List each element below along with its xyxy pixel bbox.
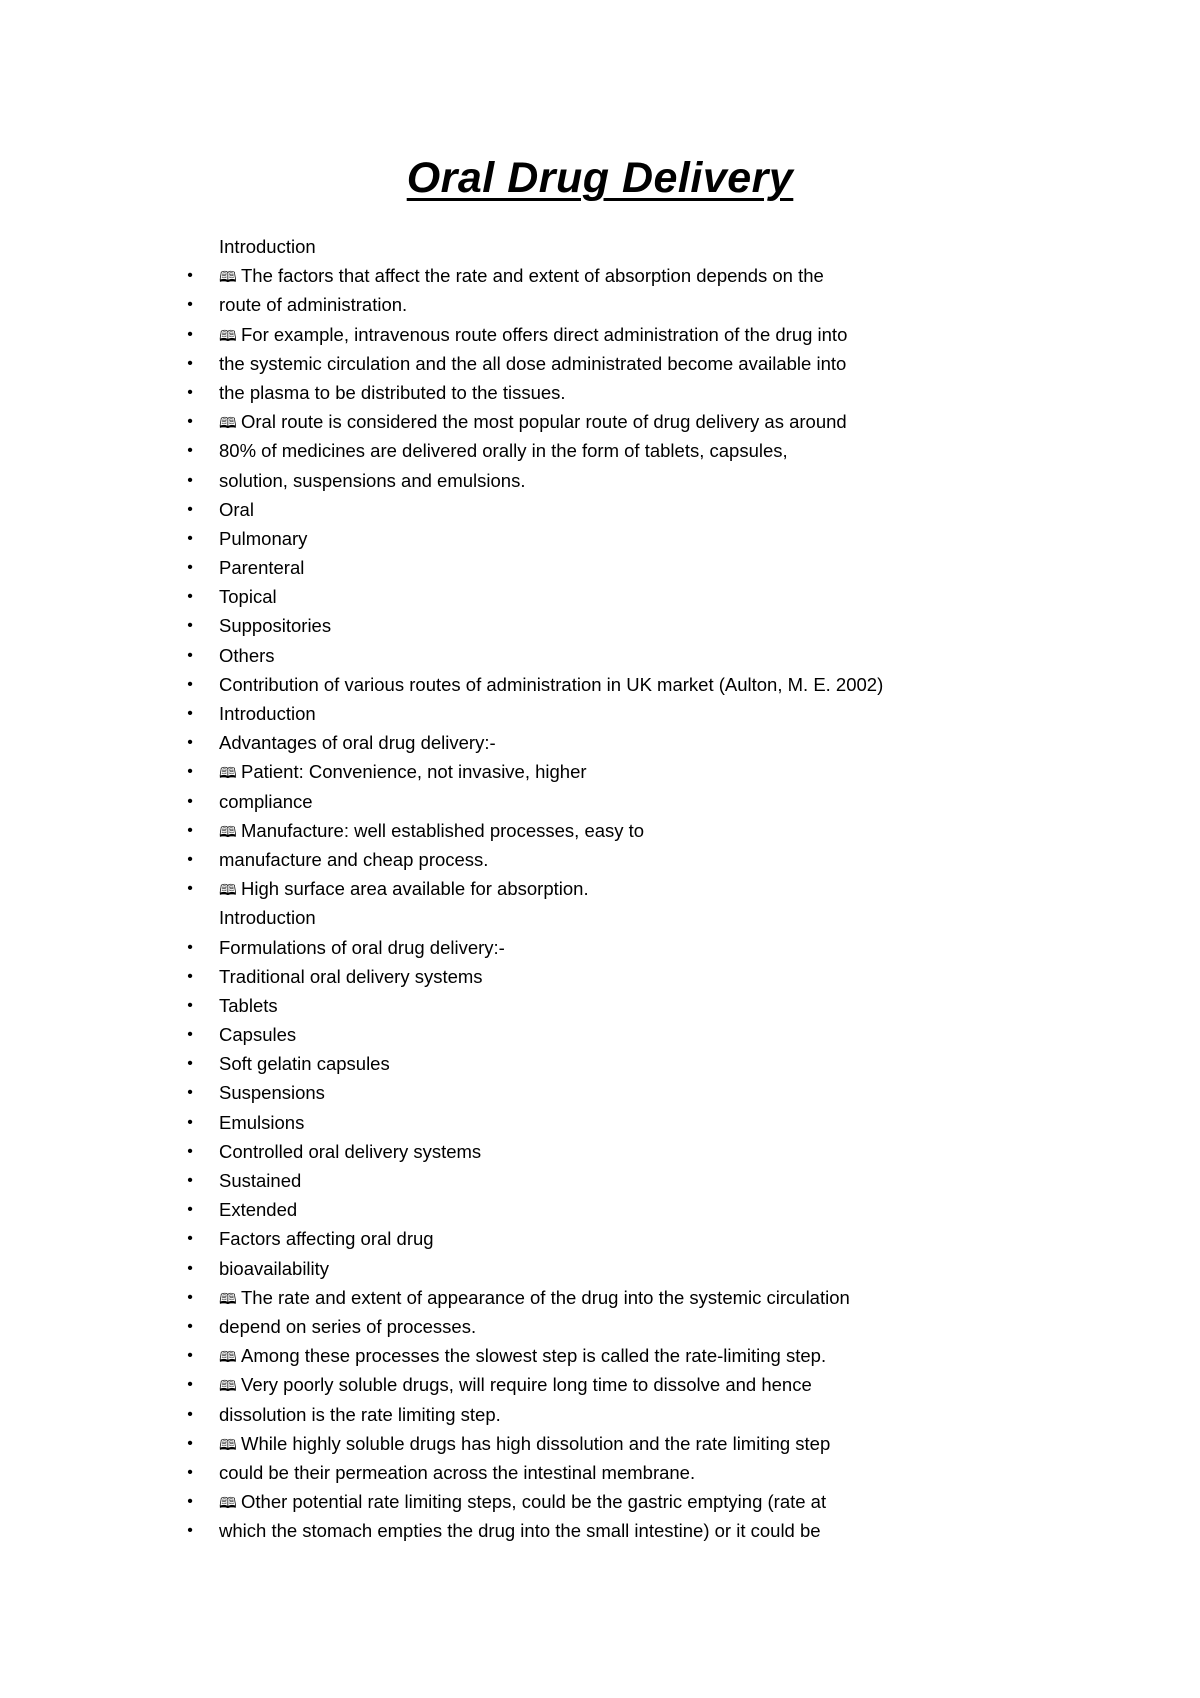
list-item-label: Factors affecting oral drug — [219, 1228, 434, 1250]
bullet-dot-icon: • — [187, 354, 193, 372]
list-item-text — [219, 1195, 297, 1224]
list-item-label: Oral — [219, 498, 254, 520]
list-item — [0, 495, 1200, 524]
list-item-label: dissolution is the rate limiting step. — [219, 1403, 501, 1425]
list-item — [0, 1049, 1200, 1078]
list-item-label: For example, intravenous route offers direct administration of the drug into — [241, 323, 848, 345]
bullet-dot-icon: • — [187, 617, 193, 635]
list-item — [0, 1254, 1200, 1283]
list-item-label: Sustained — [219, 1170, 302, 1191]
bullet-dot-icon: • — [187, 1113, 193, 1131]
bullet-dot-icon: • — [187, 413, 193, 431]
list-item-text — [219, 670, 883, 699]
list-item-label: Controlled oral delivery systems — [219, 1140, 482, 1162]
list-item-label: Contribution of various routes of administration in UK market (Aulton, M. E. 2002) — [219, 673, 884, 695]
list-item-label: Introduction — [219, 703, 316, 724]
list-item — [0, 933, 1200, 962]
list-item-label: 80% of medicines are delivered orally in the form of tablets, capsules, — [219, 440, 788, 462]
list-item-text — [219, 436, 788, 465]
bullet-dot-icon: • — [187, 471, 193, 489]
list-item — [0, 232, 1200, 261]
list-item — [0, 903, 1200, 932]
list-item-text — [219, 1312, 476, 1341]
bullet-dot-icon: • — [187, 996, 193, 1014]
bullet-dot-icon: • — [187, 1142, 193, 1160]
list-item-label: bioavailability — [219, 1257, 330, 1279]
list-item — [0, 582, 1200, 611]
bullet-dot-icon: • — [187, 1201, 193, 1219]
list-item-text — [219, 1429, 830, 1460]
bullet-dot-icon: • — [187, 1522, 193, 1540]
list-item-label: Extended — [219, 1199, 298, 1221]
list-item-text — [219, 553, 304, 582]
list-item-text — [219, 466, 525, 495]
list-item-text — [219, 1400, 501, 1429]
bullet-dot-icon: • — [187, 1463, 193, 1481]
list-item-label: Introduction — [219, 907, 316, 929]
list-item-text — [219, 232, 316, 261]
list-item-text — [219, 1078, 325, 1107]
book-symbol-icon: 🕮 — [219, 882, 237, 900]
list-item — [0, 378, 1200, 407]
list-item-label: which the stomach empties the drug into the small intestine) or it could be — [219, 1520, 821, 1542]
list-item-text — [219, 261, 824, 292]
list-item-label: Introduction — [219, 236, 316, 257]
list-item — [0, 845, 1200, 874]
bullet-dot-icon: • — [187, 1493, 193, 1511]
bullet-dot-icon: • — [187, 500, 193, 518]
list-item-label: Advantages of oral drug delivery:- — [219, 732, 496, 754]
list-item — [0, 1108, 1200, 1137]
book-symbol-icon: 🕮 — [219, 1378, 237, 1396]
list-item-text — [219, 378, 566, 407]
bullet-dot-icon: • — [187, 529, 193, 547]
list-item-label: Traditional oral delivery systems — [219, 965, 483, 987]
list-item-label: Suspensions — [219, 1082, 325, 1104]
list-item-text — [219, 290, 407, 319]
list-item-label: Others — [219, 644, 275, 666]
book-symbol-icon: 🕮 — [219, 765, 237, 783]
book-symbol-icon: 🕮 — [219, 823, 237, 841]
list-item-text — [219, 1341, 826, 1372]
list-item — [0, 466, 1200, 495]
list-item — [0, 728, 1200, 757]
bullet-dot-icon: • — [187, 1288, 193, 1306]
list-item-text — [219, 845, 488, 874]
list-item — [0, 1166, 1200, 1195]
list-item-label: compliance — [219, 790, 313, 812]
book-symbol-icon: 🕮 — [219, 1349, 237, 1367]
bullet-dot-icon: • — [187, 1376, 193, 1394]
list-item-label: Parenteral — [219, 557, 305, 579]
list-item-text — [219, 991, 278, 1020]
list-item — [0, 290, 1200, 319]
list-item-text — [219, 1020, 296, 1049]
bullet-list — [0, 232, 1200, 1545]
list-item-text — [219, 1224, 434, 1253]
list-item-label: the systemic circulation and the all dose administrated become available into — [219, 352, 847, 374]
list-item-label: Soft gelatin capsules — [219, 1053, 390, 1075]
bullet-dot-icon: • — [187, 821, 193, 839]
list-item — [0, 641, 1200, 670]
book-symbol-icon: 🕮 — [219, 1436, 237, 1454]
list-item-label: Other potential rate limiting steps, could be the gastric emptying (rate at — [241, 1491, 827, 1513]
bullet-dot-icon: • — [187, 1259, 193, 1277]
list-item-text — [219, 1049, 390, 1078]
list-item-text — [219, 641, 275, 670]
list-item-label: Topical — [219, 586, 277, 608]
list-item-text — [219, 874, 589, 905]
list-item-label: depend on series of processes. — [219, 1315, 477, 1337]
list-item-label: manufacture and cheap process. — [219, 848, 489, 870]
bullet-dot-icon: • — [187, 1347, 193, 1365]
list-item — [0, 699, 1200, 728]
book-symbol-icon: 🕮 — [219, 415, 237, 433]
list-item — [0, 1370, 1200, 1399]
list-item-text — [219, 495, 254, 524]
list-item — [0, 1429, 1200, 1458]
page-title: Oral Drug Delivery — [406, 154, 794, 202]
list-item-text — [219, 582, 277, 611]
list-item — [0, 436, 1200, 465]
list-item — [0, 1341, 1200, 1370]
list-item-label: the plasma to be distributed to the tissues. — [219, 381, 566, 403]
list-item — [0, 1516, 1200, 1545]
list-item — [0, 1137, 1200, 1166]
list-item-text — [219, 524, 307, 553]
list-item-label: While highly soluble drugs has high dissolution and the rate limiting step — [241, 1432, 831, 1454]
list-item — [0, 1283, 1200, 1312]
list-item — [0, 962, 1200, 991]
list-item — [0, 407, 1200, 436]
list-item-label: solution, suspensions and emulsions. — [219, 469, 526, 491]
bullet-dot-icon: • — [187, 442, 193, 460]
list-item-text — [219, 1108, 304, 1137]
list-item-text — [219, 320, 847, 351]
list-item — [0, 991, 1200, 1020]
list-item-text — [219, 1516, 821, 1545]
bullet-dot-icon: • — [187, 1026, 193, 1044]
list-item-text — [219, 407, 847, 438]
list-item-label: Among these processes the slowest step is called the rate-limiting step. — [241, 1345, 827, 1367]
list-item — [0, 349, 1200, 378]
list-item-text — [219, 1166, 301, 1195]
list-item-text — [219, 1370, 812, 1401]
list-item-label: Pulmonary — [219, 527, 308, 549]
list-item-label: Capsules — [219, 1024, 297, 1046]
bullet-dot-icon: • — [187, 1317, 193, 1335]
bullet-dot-icon: • — [187, 296, 193, 314]
list-item-text — [219, 611, 331, 640]
list-item — [0, 787, 1200, 816]
list-item-label: Suppositories — [219, 615, 332, 637]
bullet-dot-icon: • — [187, 1055, 193, 1073]
bullet-dot-icon: • — [187, 938, 193, 956]
bullet-dot-icon: • — [187, 734, 193, 752]
list-item-label: High surface area available for absorption. — [241, 878, 589, 900]
list-item — [0, 1020, 1200, 1049]
list-item — [0, 524, 1200, 553]
list-item-label: Patient: Convenience, not invasive, higher — [241, 761, 587, 783]
list-item-text — [219, 728, 496, 757]
list-item — [0, 1224, 1200, 1253]
list-item — [0, 670, 1200, 699]
list-item — [0, 1195, 1200, 1224]
list-item — [0, 611, 1200, 640]
bullet-dot-icon: • — [187, 763, 193, 781]
list-item-text — [219, 903, 316, 932]
bullet-dot-icon: • — [187, 792, 193, 810]
list-item-text — [219, 1283, 850, 1314]
list-item — [0, 1312, 1200, 1341]
list-item-label: The rate and extent of appearance of the drug into the systemic circulation — [241, 1286, 850, 1308]
list-item-text — [219, 1487, 826, 1518]
bullet-dot-icon: • — [187, 1172, 193, 1189]
bullet-dot-icon: • — [187, 967, 193, 985]
list-item — [0, 816, 1200, 845]
bullet-dot-icon: • — [187, 559, 193, 577]
bullet-dot-icon: • — [187, 705, 193, 722]
book-symbol-icon: 🕮 — [219, 327, 237, 345]
list-item-text — [219, 816, 644, 847]
list-item-label: Oral route is considered the most popular route of drug delivery as around — [241, 411, 847, 433]
list-item-label: Tablets — [219, 994, 278, 1016]
list-item — [0, 1400, 1200, 1429]
bullet-dot-icon: • — [187, 1405, 193, 1423]
list-item-text — [219, 1254, 329, 1283]
list-item — [0, 553, 1200, 582]
list-item — [0, 757, 1200, 786]
list-item — [0, 1487, 1200, 1516]
list-item-label: The factors that affect the rate and extent of absorption depends on the — [241, 265, 824, 287]
list-item-label: Emulsions — [219, 1111, 305, 1133]
list-item-text — [219, 1458, 695, 1487]
list-item-text — [219, 757, 587, 788]
list-item-text — [219, 787, 313, 816]
list-item-text — [219, 1137, 481, 1166]
book-symbol-icon: 🕮 — [219, 1290, 237, 1308]
book-symbol-icon: 🕮 — [219, 1495, 237, 1513]
bullet-dot-icon: • — [187, 1084, 193, 1102]
list-item-label: route of administration. — [219, 294, 408, 316]
bullet-dot-icon: • — [187, 325, 193, 343]
list-item — [0, 1458, 1200, 1487]
bullet-dot-icon: • — [187, 267, 193, 285]
list-item — [0, 261, 1200, 290]
list-item-text — [219, 349, 846, 378]
list-item-text — [219, 933, 505, 962]
bullet-dot-icon: • — [187, 880, 193, 898]
bullet-dot-icon: • — [187, 675, 193, 693]
bullet-dot-icon: • — [187, 383, 193, 401]
bullet-dot-icon: • — [187, 1434, 193, 1452]
list-item-label: Manufacture: well established processes, easy to — [241, 819, 645, 841]
list-item — [0, 874, 1200, 903]
list-item-label: could be their permeation across the intestinal membrane. — [219, 1461, 696, 1483]
bullet-dot-icon: • — [187, 1230, 193, 1248]
list-item — [0, 1078, 1200, 1107]
bullet-dot-icon: • — [187, 588, 193, 606]
list-item-text — [219, 699, 316, 728]
list-item-text — [219, 962, 483, 991]
list-item — [0, 320, 1200, 349]
list-item-label: Formulations of oral drug delivery:- — [219, 936, 505, 958]
list-item-label: Very poorly soluble drugs, will require long time to dissolve and hence — [241, 1374, 812, 1396]
bullet-dot-icon: • — [187, 850, 193, 868]
bullet-dot-icon: • — [187, 646, 193, 664]
book-symbol-icon: 🕮 — [219, 269, 237, 287]
